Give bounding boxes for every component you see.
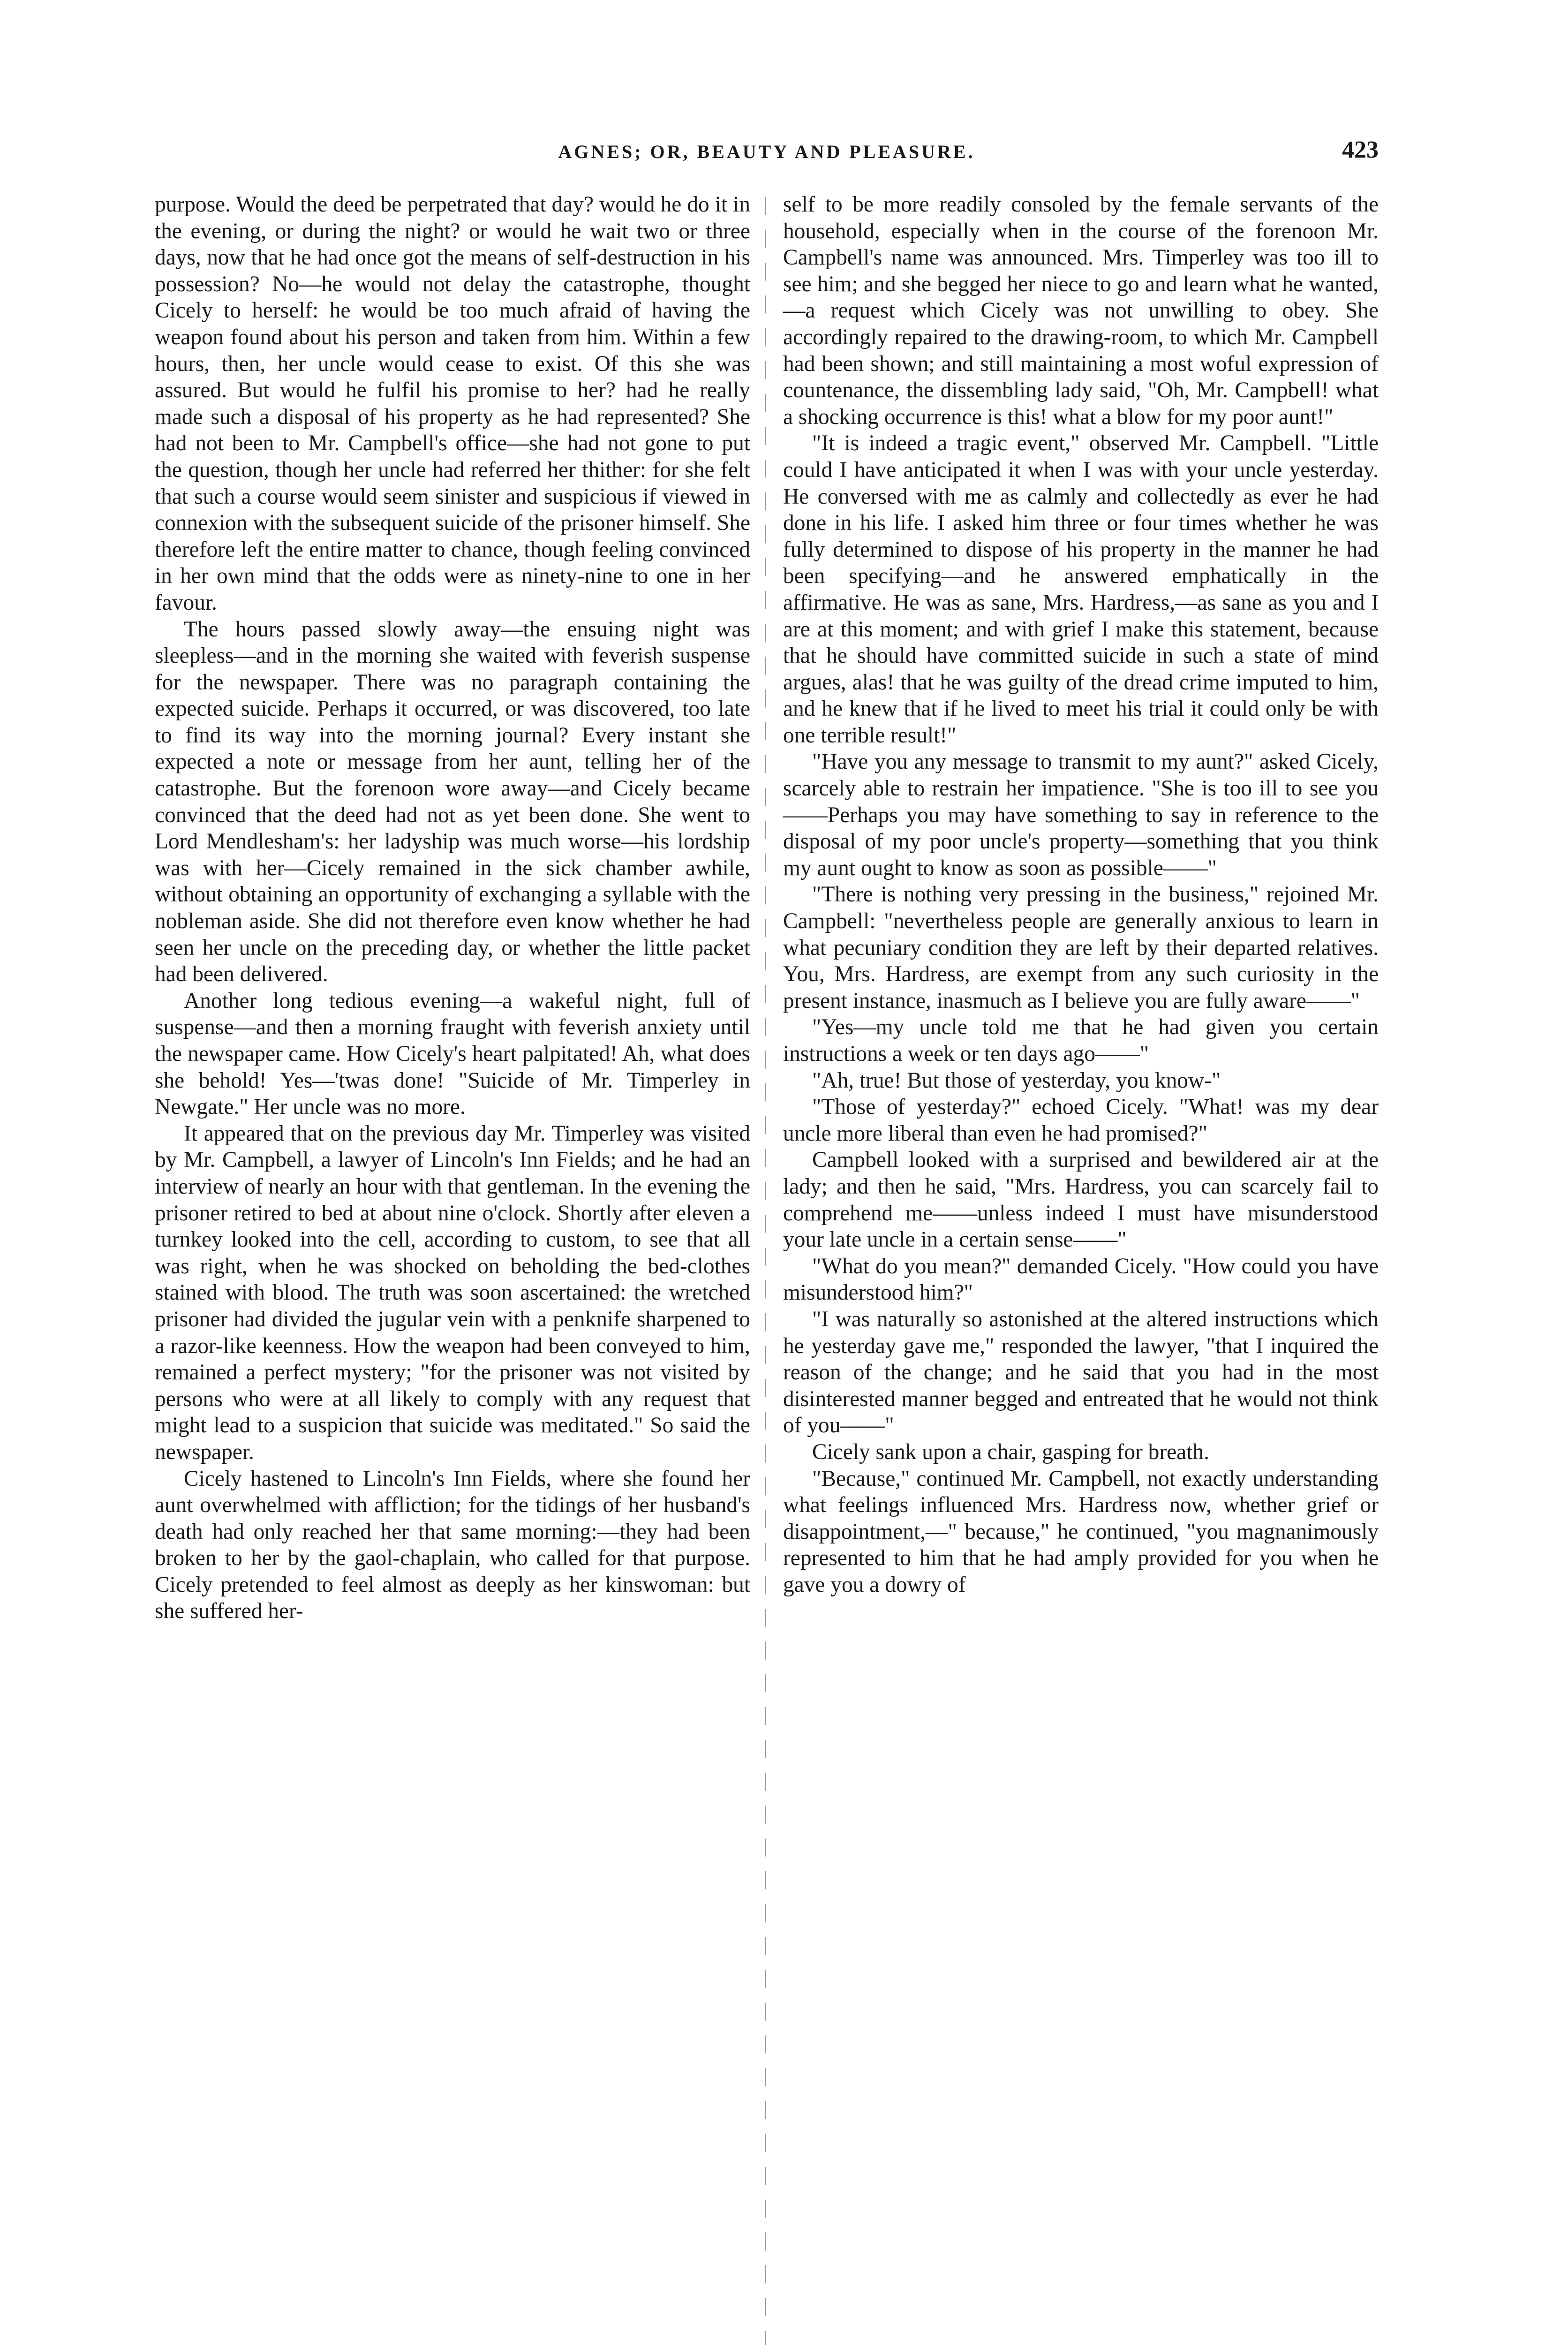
right-column [783, 191, 1379, 1598]
paragraph: Campbell looked with a surprised and bewildered air at the lady; and then he said, "Mrs. Hardress, you can scarcely fail to comprehend me——unless indeed I must have misunderstood your late uncle in a certain sense——" [783, 1148, 1379, 1252]
column-divider [765, 197, 766, 2345]
paragraph: Cicely sank upon a chair, gasping for breath. [812, 1439, 1209, 1464]
paragraph: "It is indeed a tragic event," observed Mr. Campbell. "Little could I have anticipated it when I was with your uncle yesterday. He conversed with me as calmly and collectedly as ever he had done in his life. I asked him three or four times whether he was fully determined to dispose of his property in the manner he had been specifying—and he answered emphatically in the affirmative. He was as sane, Mrs. Hardress,—as sane as you and I are at this moment; and with grief I make this statement, because that he should have committed suicide in such a state of mind argues, alas! that he was guilty of the dread crime imputed to him, and he knew that if he lived to meet his trial it could only be with one terrible result!" [783, 431, 1379, 748]
paragraph: purpose. Would the deed be perpetrated that day? would he do it in the evening, or during the night? or would he wait two or three days, now that he had once got the means of self-destruction in his possession? No—he would not delay the catastrophe, thought Cicely to herself: he would be too much afraid of having the weapon found about his person and taken from him. Within a few hours, then, her uncle would cease to exist. Of this she was assured. But would he fulfil his promise to her? had he really made such a disposal of his property as he had represented? She had not been to Mr. Campbell's office—she had not gone to put the question, though her uncle had referred her thither: for she felt that such a course would seem sinister and suspicious if viewed in connexion with the subsequent suicide of the prisoner himself. She therefore left the entire matter to chance, though feeling convinced in her own mind that the odds were as ninety-nine to one in her favour. [155, 192, 750, 615]
paragraph: "Have you any message to transmit to my aunt?" asked Cicely, scarcely able to restrain her impatience. "She is too ill to see you——Perhaps you may have something to say in reference to the disposal of my poor uncle's property—something that you think my aunt ought to know as soon as possible——" [783, 749, 1379, 880]
page-number: 423 [1342, 136, 1379, 163]
running-title: AGNES; OR, BEAUTY AND PLEASURE. [558, 141, 975, 162]
page-header [155, 136, 1379, 174]
paragraph: Another long tedious evening—a wakeful night, full of suspense—and then a morning fraught with feverish anxiety until the newspaper came. How Cicely's heart palpitated! Ah, what does she behold! Yes—'twas done! "Suicide of Mr. Timperley in Newgate." Her uncle was no more. [155, 988, 750, 1120]
paragraph: "Because," continued Mr. Campbell, not exactly understanding what feelings influenced Mrs. Hardress now, whether grief or disappointment,—" because," he continued, "you magnanimously represented to him that he had amply provided for you when he gave you a dowry of [783, 1466, 1379, 1597]
paragraph: Cicely hastened to Lincoln's Inn Fields, where she found her aunt overwhelmed with affliction; for the tidings of her husband's death had only reached her that same morning:—they had been broken to her by the gaol-chaplain, who called for that purpose. Cicely pretended to feel almost as deeply as her kinswoman: but she suffered her- [155, 1466, 750, 1624]
paragraph: It appeared that on the previous day Mr. Timperley was visited by Mr. Campbell, a lawyer of Lincoln's Inn Fields; and he had an interview of nearly an hour with that gentleman. In the evening the prisoner retired to bed at about nine o'clock. Shortly after eleven a turnkey looked into the cell, according to custom, to see that all was right, when he was shocked on beholding the bed-clothes stained with blood. The truth was soon ascertained: the wretched prisoner had divided the jugular vein with a penknife sharpened to a razor-like keenness. How the weapon had been conveyed to him, remained a perfect mystery; "for the prisoner was not visited by persons who were at all likely to comply with any request that might lead to a suspicion that suicide was meditated." So said the newspaper. [155, 1121, 750, 1464]
paragraph: "What do you mean?" demanded Cicely. "How could you have misunderstood him?" [783, 1254, 1379, 1305]
paragraph: "There is nothing very pressing in the business," rejoined Mr. Campbell: "nevertheless people are generally anxious to learn in what pecuniary condition they are left by their departed relatives. You, Mrs. Hardress, are exempt from any such curiosity in the present instance, inasmuch as I believe you are fully aware——" [783, 882, 1379, 1013]
left-column [155, 191, 750, 1625]
paragraph: The hours passed slowly away—the ensuing night was sleepless—and in the morning she waited with feverish suspense for the newspaper. There was no paragraph containing the expected suicide. Perhaps it occurred, or was discovered, too late to find its way into the morning journal? Every instant she expected a note or message from her aunt, telling her of the catastrophe. But the forenoon wore away—and Cicely became convinced that the deed had not as yet been done. She went to Lord Mendlesham's: her ladyship was much worse—his lordship was with her—Cicely remained in the sick chamber awhile, without obtaining an opportunity of exchanging a syllable with the nobleman aside. She did not therefore even know whether he had seen her uncle on the preceding day, or whether the little packet had been delivered. [155, 617, 750, 987]
paragraph: "I was naturally so astonished at the altered instructions which he yesterday gave me," responded the lawyer, "that I inquired the reason of the change; and he said that you had in the most disinterested manner begged and entreated that he would not think of you——" [783, 1307, 1379, 1438]
paragraph: "Ah, true! But those of yesterday, you know-" [812, 1068, 1221, 1093]
paragraph: self to be more readily consoled by the female servants of the household, especially when in the course of the forenoon Mr. Campbell's name was announced. Mrs. Timperley was too ill to see him; and she begged her niece to go and learn what he wanted,—a request which Cicely was not unwilling to obey. She accordingly repaired to the drawing-room, to which Mr. Campbell had been shown; and still maintaining a most woful expression of countenance, the dissembling lady said, "Oh, Mr. Campbell! what a shocking occurrence is this! what a blow for my poor aunt!" [783, 192, 1379, 429]
paragraph: "Those of yesterday?" echoed Cicely. "What! was my dear uncle more liberal than even he had promised?" [783, 1095, 1379, 1146]
paragraph: "Yes—my uncle told me that he had given you certain instructions a week or ten days ago——" [783, 1015, 1379, 1066]
